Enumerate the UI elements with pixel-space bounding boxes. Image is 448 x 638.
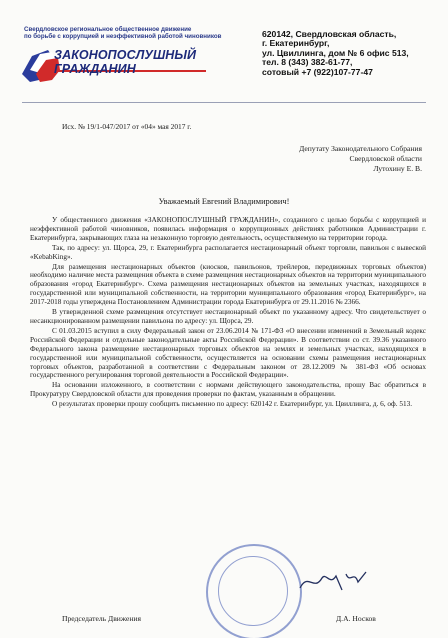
stamp-inner-ring xyxy=(218,556,288,626)
letter-body xyxy=(30,216,426,409)
recipient-block xyxy=(222,144,422,173)
recipient-line: Свердловской области xyxy=(349,153,422,163)
body-paragraph: Для размещения нестационарных объектов (киосков, павильонов, трейлеров, передвижных торговых объектов) необходимо наличие места размещения объекта в схеме размещения нестационарных объектов на территории муниципального образования «город Екатеринбург». Схема размещения нестационарных объектов на земельных участках, находящихся в государственной или муниципальной собственности, на территории муниципального образования «город Екатеринбург», на 2017-2018 годы утверждена Постановлением Администрации города Екатеринбурга от 29.11.2016 № 2366. xyxy=(30,262,426,307)
address-mobile: сотовый +7 (922)107-77-47 xyxy=(262,66,373,77)
org-tagline-line-2: по борьбе с коррупцией и неэффективной работой чиновников xyxy=(24,33,222,41)
org-tagline xyxy=(24,26,244,41)
org-name xyxy=(54,48,196,76)
address-line: г. Екатеринбург, xyxy=(262,38,330,49)
outgoing-ref-number: Исх. № 19/1-047/2017 от «04» мая 2017 г. xyxy=(62,122,192,131)
body-paragraph: У общественного движения «ЗАКОНОПОСЛУШНЫЙ ГРАЖДАНИН», созданного с целью борьбы с коррупцией и неэффективной работой чиновников, появилась информация о коррупционных действиях работников Администрации г. Екатеринбурга, закрывающих глаза на незаконную торговую деятельность, осуществляемую на территории города. xyxy=(30,216,426,242)
address-line: ул. Цвиллинга, дом № 6 офис 513, xyxy=(262,47,409,58)
body-paragraph: На основании изложенного, в соответствии с нормами действующего законодательства, прошу Вас обратиться в Прокуратуру Свердловской области для проведения проверки по фактам, указанным в обращении. xyxy=(30,381,426,399)
org-name-line-2: ГРАЖДАНИН xyxy=(54,62,136,76)
body-paragraph: Так, по адресу: ул. Щорса, 29, г. Екатеринбурга располагается нестационарный объект торговли, павильон с вывеской «KebabKing». xyxy=(30,243,426,261)
greeting: Уважаемый Евгений Владимирович! xyxy=(158,197,290,206)
address-phone: тел. 8 (343) 382-61-77, xyxy=(262,57,353,68)
address-line: 620142, Свердловская область, xyxy=(262,29,397,39)
header-divider xyxy=(22,102,426,103)
org-tagline-line-1: Свердловское региональное общественное движение xyxy=(24,26,192,33)
signer-position: Председатель Движения xyxy=(62,614,141,623)
body-paragraph: С 01.03.2015 вступил в силу Федеральный закон от 23.06.2014 № 171-ФЗ «О внесении изменений в Земельный кодекс Российской Федерации и отдельные законодательные акты Российской Федерации». В соответствии со ст. 39.36 указанного Федерального закона размещение нестационарных торговых объектов на землях и земельных участках, находящихся в государственной или муниципальной собственности, осуществляется на основании схемы размещения нестационарных торговых объектов, разработанной в соответствии с Федеральным законом от 28.12.2009 № 381-ФЗ «Об основах государственного регулирования торговой деятельности в Российской Федерации». xyxy=(30,326,426,380)
organization-stamp xyxy=(206,544,302,638)
body-paragraph: О результатах проверки прошу сообщить письменно по адресу: 620142 г. Екатеринбург, ул. Цвиллинга, д. 6, оф. 513. xyxy=(52,400,413,409)
body-paragraph: В утвержденной схеме размещения отсутствует нестационарный объект по указанному адресу. Что свидетельствует о несанкционированном размещении павильона по адресу: ул. Щорса, 29. xyxy=(30,308,426,325)
signer-name: Д.А. Носков xyxy=(336,614,376,623)
org-name-line-1: ЗАКОНОПОСЛУШНЫЙ xyxy=(54,48,197,62)
recipient-name: Лутохину Е. В. xyxy=(373,163,422,173)
org-address xyxy=(262,30,442,77)
recipient-line: Депутату Законодательного Собрания xyxy=(299,144,422,153)
handwritten-signature xyxy=(296,566,376,596)
